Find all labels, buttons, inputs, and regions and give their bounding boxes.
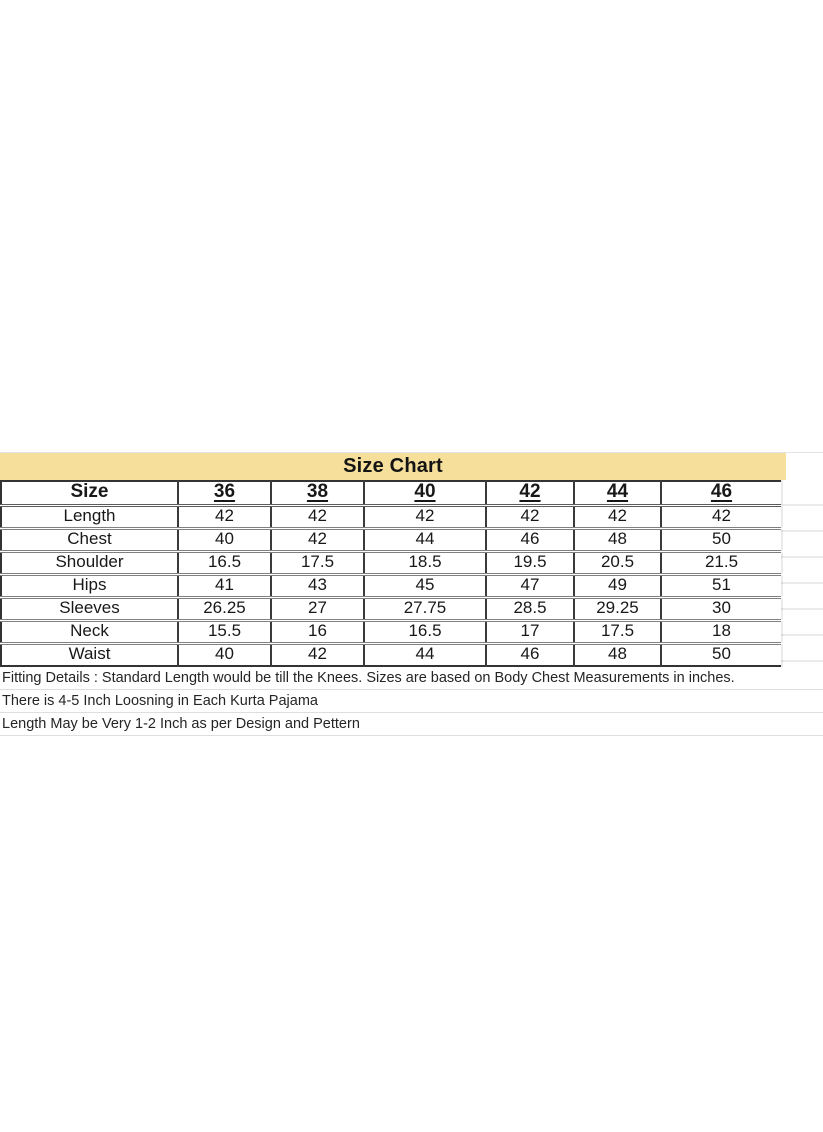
table-cell: 40 <box>178 528 271 551</box>
column-header-size: Size <box>1 481 178 505</box>
table-cell: 44 <box>364 528 486 551</box>
row-label: Hips <box>1 574 178 597</box>
fitting-note-2: There is 4-5 Inch Loosning in Each Kurta Pajama <box>0 690 823 713</box>
table-cell: 29.25 <box>574 597 661 620</box>
table-cell: 44 <box>364 643 486 666</box>
size-chart-table <box>0 480 783 667</box>
row-label: Chest <box>1 528 178 551</box>
table-cell: 18.5 <box>364 551 486 574</box>
table-cell: 50 <box>661 528 782 551</box>
table-row <box>1 551 782 574</box>
table-cell: 26.25 <box>178 597 271 620</box>
table-cell: 48 <box>574 643 661 666</box>
fitting-note-3: Length May be Very 1-2 Inch as per Design and Pettern <box>0 713 823 736</box>
size-chart-title: Size Chart <box>343 455 443 477</box>
row-label: Neck <box>1 620 178 643</box>
table-cell: 42 <box>661 505 782 528</box>
table-cell: 47 <box>486 574 574 597</box>
table-cell: 42 <box>271 505 364 528</box>
table-cell: 20.5 <box>574 551 661 574</box>
table-cell: 41 <box>178 574 271 597</box>
size-chart-title-band <box>0 453 786 480</box>
table-cell: 27 <box>271 597 364 620</box>
table-cell: 48 <box>574 528 661 551</box>
column-header-42: 42 <box>486 481 574 505</box>
table-row <box>1 643 782 666</box>
table-cell: 27.75 <box>364 597 486 620</box>
table-cell: 19.5 <box>486 551 574 574</box>
table-cell: 18 <box>661 620 782 643</box>
table-cell: 46 <box>486 643 574 666</box>
table-cell: 42 <box>178 505 271 528</box>
table-row <box>1 505 782 528</box>
column-header-40: 40 <box>364 481 486 505</box>
table-cell: 43 <box>271 574 364 597</box>
table-cell: 42 <box>271 528 364 551</box>
table-cell: 42 <box>364 505 486 528</box>
table-cell: 21.5 <box>661 551 782 574</box>
table-cell: 28.5 <box>486 597 574 620</box>
gridline-extension <box>781 480 823 686</box>
table-row <box>1 597 782 620</box>
table-cell: 45 <box>364 574 486 597</box>
table-cell: 17 <box>486 620 574 643</box>
table-cell: 42 <box>271 643 364 666</box>
table-row <box>1 528 782 551</box>
table-cell: 16.5 <box>178 551 271 574</box>
table-cell: 46 <box>486 528 574 551</box>
table-cell: 15.5 <box>178 620 271 643</box>
row-label: Sleeves <box>1 597 178 620</box>
table-cell: 17.5 <box>271 551 364 574</box>
table-cell: 51 <box>661 574 782 597</box>
row-label: Length <box>1 505 178 528</box>
column-header-38: 38 <box>271 481 364 505</box>
table-cell: 49 <box>574 574 661 597</box>
fitting-notes <box>0 667 823 736</box>
header-row <box>1 481 782 505</box>
table-cell: 50 <box>661 643 782 666</box>
row-label: Shoulder <box>1 551 178 574</box>
table-cell: 42 <box>486 505 574 528</box>
table-cell: 16.5 <box>364 620 486 643</box>
table-row <box>1 620 782 643</box>
table-cell: 30 <box>661 597 782 620</box>
table-cell: 42 <box>574 505 661 528</box>
table-row <box>1 574 782 597</box>
table-cell: 17.5 <box>574 620 661 643</box>
column-header-36: 36 <box>178 481 271 505</box>
table-cell: 16 <box>271 620 364 643</box>
fitting-note-1: Fitting Details : Standard Length would be till the Knees. Sizes are based on Body Chest Measurements in inches. <box>0 667 823 690</box>
column-header-46: 46 <box>661 481 782 505</box>
size-chart-sheet <box>0 452 823 736</box>
column-header-44: 44 <box>574 481 661 505</box>
row-label: Waist <box>68 644 111 664</box>
table-cell: 40 <box>178 643 271 666</box>
